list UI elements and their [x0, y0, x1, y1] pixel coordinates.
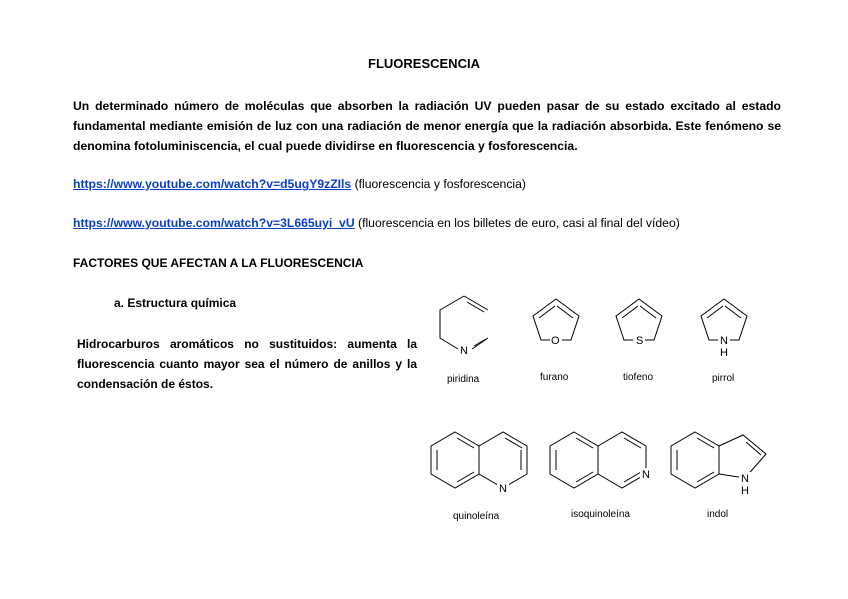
isoquinoleina-atom: N — [642, 469, 650, 481]
youtube-link-euro-banknotes[interactable]: https://www.youtube.com/watch?v=3L665uyi_vU — [73, 216, 355, 230]
section-heading: FACTORES QUE AFECTAN A LA FLUORESCENCIA — [73, 256, 364, 270]
page-title: FLUORESCENCIA — [368, 56, 480, 71]
tiofeno-atom: S — [636, 335, 644, 347]
pirrol-atom-h: H — [720, 347, 728, 359]
quinoleina-atom: N — [499, 483, 507, 495]
quinoleina-structure — [431, 432, 527, 488]
pirrol-structure — [701, 299, 747, 340]
pirrol-atom: N — [720, 335, 728, 347]
isoquinoleina-label: isoquinoleína — [571, 509, 630, 520]
piridina-atom: N — [460, 345, 468, 357]
intro-paragraph: Un determinado número de moléculas que absorben la radiación UV pueden pasar de su estado excitado al estado fundamental mediante emisión de luz con una radiación de menor energía que la radiación absorbida. Este fenómeno se denomina fotoluminiscencia, el cual puede dividirse en fluorescencia y fosforescencia. — [73, 99, 781, 153]
youtube-link-fluorescence[interactable]: https://www.youtube.com/watch?v=d5ugY9zZIls — [73, 177, 352, 191]
furano-atom: O — [551, 335, 560, 347]
indol-label: indol — [707, 509, 729, 520]
subsection-heading: a. Estructura química — [114, 296, 237, 310]
piridina-label: piridina — [447, 374, 480, 385]
furano-label: furano — [540, 372, 569, 383]
quinoleina-label: quinoleína — [453, 511, 500, 522]
link-note-1: (fluorescencia y fosforescencia) — [351, 177, 526, 191]
tiofeno-structure — [616, 299, 662, 340]
subsection-paragraph: Hidrocarburos aromáticos no sustituidos: aumenta la fluorescencia cuanto mayor sea el número de anillos y la condensación de éstos. — [77, 337, 417, 391]
isoquinoleina-structure — [550, 432, 646, 488]
tiofeno-label: tiofeno — [623, 372, 654, 383]
indol-atom: N — [741, 473, 749, 485]
pirrol-label: pirrol — [712, 373, 735, 384]
indol-atom-h: H — [741, 485, 749, 497]
piridina-structure — [440, 296, 488, 349]
furano-structure — [533, 299, 579, 340]
link-note-2: (fluorescencia en los billetes de euro, casi al final del vídeo) — [354, 216, 680, 230]
indol-structure — [671, 432, 766, 488]
